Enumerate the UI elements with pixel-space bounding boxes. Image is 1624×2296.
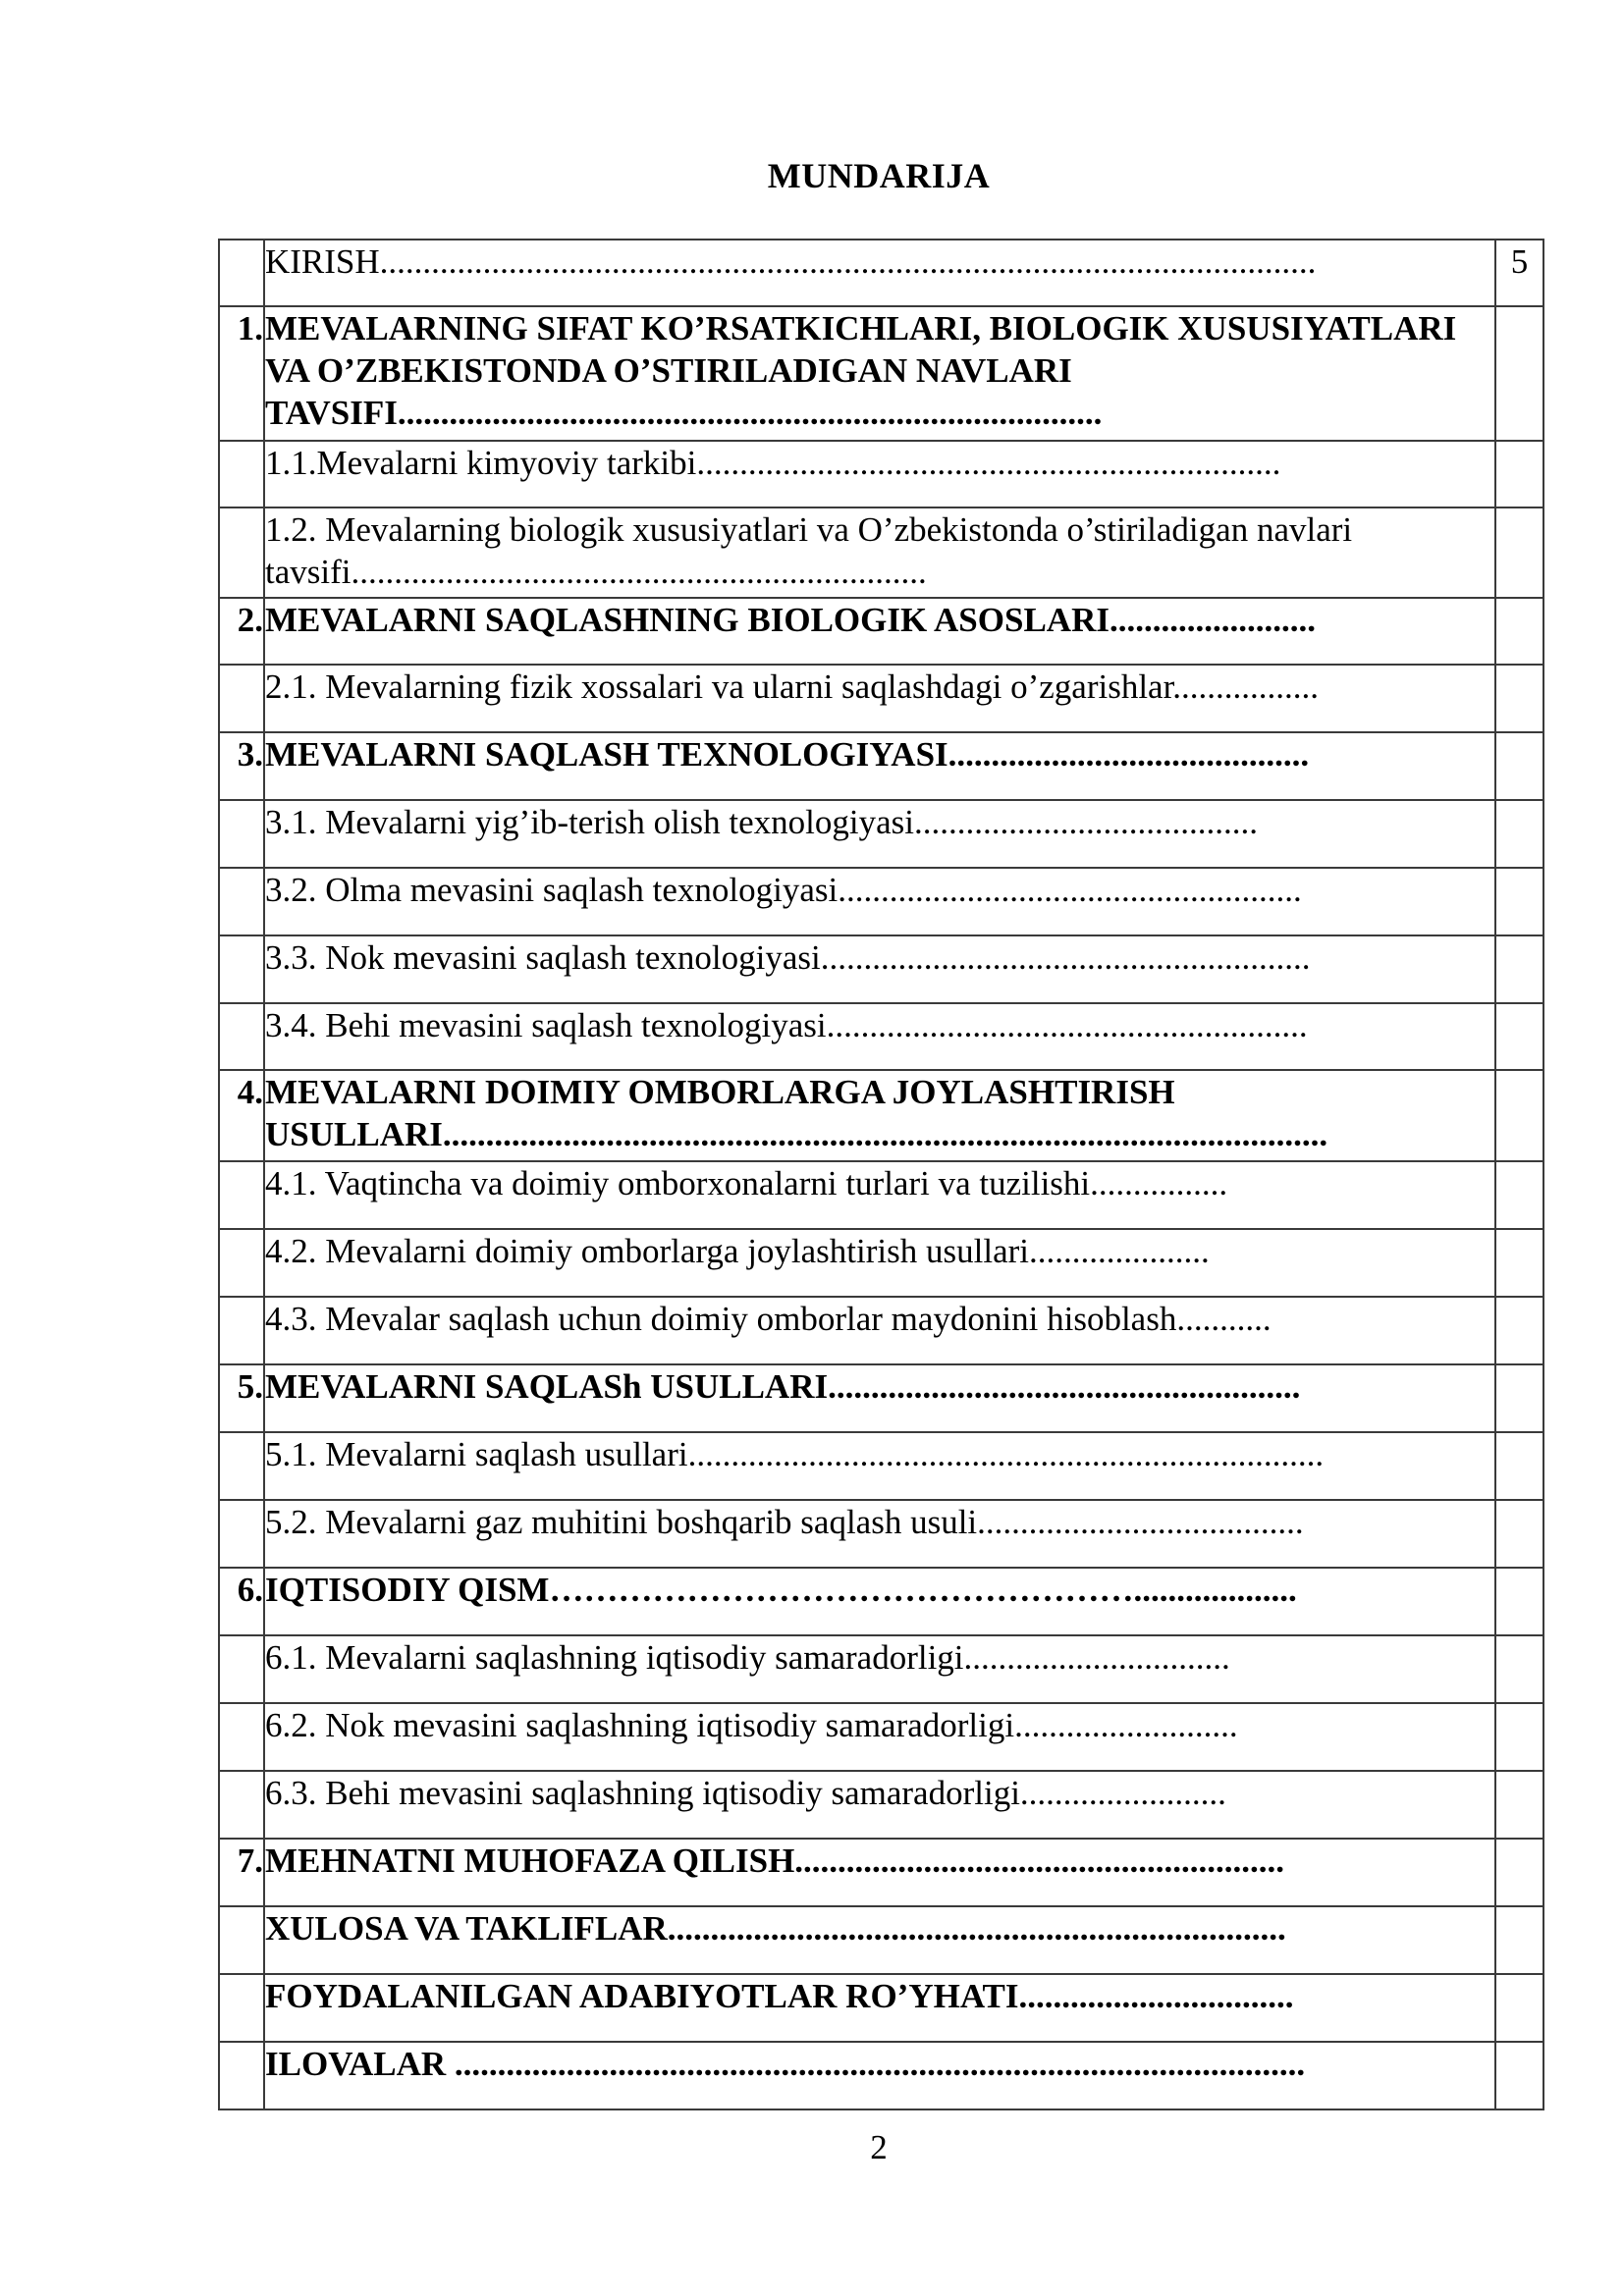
toc-entry-title: MEVALARNING SIFAT KO’RSATKICHLARI, BIOLOGIK XUSUSIYATLARI VA O’ZBEKISTONDA O’STIRILADIGAN NAVLARI TAVSIFI.................................................................................. xyxy=(264,306,1495,441)
toc-section-number xyxy=(219,1297,264,1364)
toc-section-number xyxy=(219,1703,264,1771)
toc-body xyxy=(219,240,1543,2109)
toc-page-number xyxy=(1495,732,1543,800)
toc-page-number xyxy=(1495,1839,1543,1906)
toc-page-number xyxy=(1495,1432,1543,1500)
toc-row xyxy=(219,1229,1543,1297)
toc-page-number xyxy=(1495,1974,1543,2042)
toc-page-number xyxy=(1495,1771,1543,1839)
toc-page-number xyxy=(1495,1703,1543,1771)
toc-entry-title: FOYDALANILGAN ADABIYOTLAR RO’YHATI................................ xyxy=(264,1974,1495,2042)
toc-entry-title: 6.1. Mevalarni saqlashning iqtisodiy samaradorligi............................... xyxy=(264,1635,1495,1703)
toc-page-number xyxy=(1495,507,1543,598)
toc-row xyxy=(219,441,1543,507)
page-number: 2 xyxy=(870,2128,888,2166)
toc-section-number xyxy=(219,507,264,598)
toc-section-number xyxy=(219,800,264,868)
toc-entry-title: 6.2. Nok mevasini saqlashning iqtisodiy samaradorligi.......................... xyxy=(264,1703,1495,1771)
toc-section-number: 6. xyxy=(219,1568,264,1635)
toc-entry-title: 3.4. Behi mevasini saqlash texnologiyasi........................................................ xyxy=(264,1003,1495,1070)
toc-row xyxy=(219,1161,1543,1229)
toc-entry-title: MEVALARNI SAQLASHNING BIOLOGIK ASOSLARI........................ xyxy=(264,598,1495,665)
toc-section-number xyxy=(219,1432,264,1500)
toc-row xyxy=(219,306,1543,441)
toc-row xyxy=(219,1635,1543,1703)
toc-section-number xyxy=(219,1003,264,1070)
toc-section-number: 7. xyxy=(219,1839,264,1906)
toc-section-number xyxy=(219,2042,264,2109)
toc-row xyxy=(219,1364,1543,1432)
toc-section-number xyxy=(219,1974,264,2042)
toc-entry-title: 3.2. Olma mevasini saqlash texnologiyasi...................................................... xyxy=(264,868,1495,935)
toc-row xyxy=(219,732,1543,800)
toc-section-number: 4. xyxy=(219,1070,264,1161)
toc-page-number xyxy=(1495,1500,1543,1568)
toc-row xyxy=(219,868,1543,935)
toc-page-number xyxy=(1495,1229,1543,1297)
toc-row xyxy=(219,935,1543,1003)
toc-entry-title: 2.1. Mevalarning fizik xossalari va ularni saqlashdagi o’zgarishlar................. xyxy=(264,665,1495,732)
toc-page-number xyxy=(1495,665,1543,732)
toc-section-number: 2. xyxy=(219,598,264,665)
table-of-contents xyxy=(218,239,1544,2110)
toc-page-number xyxy=(1495,441,1543,507)
toc-section-number xyxy=(219,441,264,507)
toc-section-number xyxy=(219,935,264,1003)
toc-row xyxy=(219,1703,1543,1771)
toc-page-number xyxy=(1495,935,1543,1003)
toc-entry-title: MEHNATNI MUHOFAZA QILISH......................................................... xyxy=(264,1839,1495,1906)
toc-page-number xyxy=(1495,800,1543,868)
toc-row xyxy=(219,1839,1543,1906)
toc-row xyxy=(219,800,1543,868)
toc-page-number xyxy=(1495,868,1543,935)
toc-row xyxy=(219,1906,1543,1974)
toc-entry-title: 4.2. Mevalarni doimiy omborlarga joylashtirish usullari..................... xyxy=(264,1229,1495,1297)
toc-entry-title: ILOVALAR ................................................................................................... xyxy=(264,2042,1495,2109)
toc-entry-title: KIRISH............................................................................................................. xyxy=(264,240,1495,306)
toc-entry-title: 3.1. Mevalarni yig’ib-terish olish texnologiyasi........................................ xyxy=(264,800,1495,868)
toc-section-number xyxy=(219,1161,264,1229)
toc-row xyxy=(219,1432,1543,1500)
toc-entry-title: 1.2. Mevalarning biologik xususiyatlari va O’zbekistonda o’stiriladigan navlari tavsifi................................................................... xyxy=(264,507,1495,598)
toc-entry-title: IQTISODIY QISM……………………………………………................... xyxy=(264,1568,1495,1635)
toc-entry-title: 5.2. Mevalarni gaz muhitini boshqarib saqlash usuli...................................... xyxy=(264,1500,1495,1568)
toc-row xyxy=(219,2042,1543,2109)
toc-entry-title: 4.1. Vaqtincha va doimiy omborxonalarni turlari va tuzilishi................ xyxy=(264,1161,1495,1229)
toc-entry-title: 5.1. Mevalarni saqlash usullari.......................................................................... xyxy=(264,1432,1495,1500)
toc-section-number xyxy=(219,240,264,306)
document-title: MUNDARIJA xyxy=(767,156,991,195)
toc-section-number: 1. xyxy=(219,306,264,441)
toc-page-number xyxy=(1495,1297,1543,1364)
toc-row xyxy=(219,507,1543,598)
toc-section-number xyxy=(219,1771,264,1839)
toc-section-number: 5. xyxy=(219,1364,264,1432)
toc-section-number: 3. xyxy=(219,732,264,800)
toc-row xyxy=(219,1070,1543,1161)
toc-entry-title: XULOSA VA TAKLIFLAR........................................................................ xyxy=(264,1906,1495,1974)
toc-row xyxy=(219,1003,1543,1070)
toc-row xyxy=(219,1500,1543,1568)
toc-entry-title: MEVALARNI DOIMIY OMBORLARGA JOYLASHTIRISH USULLARI....................................................................................................... xyxy=(264,1070,1495,1161)
toc-page-number: 5 xyxy=(1495,240,1543,306)
toc-page-number xyxy=(1495,1364,1543,1432)
toc-entry-title: 6.3. Behi mevasini saqlashning iqtisodiy samaradorligi........................ xyxy=(264,1771,1495,1839)
toc-row xyxy=(219,665,1543,732)
toc-page-number xyxy=(1495,1568,1543,1635)
toc-section-number xyxy=(219,1229,264,1297)
toc-page-number xyxy=(1495,1635,1543,1703)
toc-page-number xyxy=(1495,1161,1543,1229)
toc-row xyxy=(219,1568,1543,1635)
toc-section-number xyxy=(219,665,264,732)
toc-page-number xyxy=(1495,2042,1543,2109)
toc-entry-title: MEVALARNI SAQLASH TEXNOLOGIYASI.......................................... xyxy=(264,732,1495,800)
toc-section-number xyxy=(219,1635,264,1703)
toc-page-number xyxy=(1495,1003,1543,1070)
toc-entry-title: 4.3. Mevalar saqlash uchun doimiy omborlar maydonini hisoblash........... xyxy=(264,1297,1495,1364)
toc-entry-title: 3.3. Nok mevasini saqlash texnologiyasi......................................................... xyxy=(264,935,1495,1003)
toc-section-number xyxy=(219,1500,264,1568)
toc-page-number xyxy=(1495,1070,1543,1161)
toc-row xyxy=(219,1771,1543,1839)
toc-section-number xyxy=(219,1906,264,1974)
toc-page-number xyxy=(1495,306,1543,441)
toc-row xyxy=(219,1297,1543,1364)
toc-entry-title: MEVALARNI SAQLASh USULLARI....................................................... xyxy=(264,1364,1495,1432)
toc-row xyxy=(219,240,1543,306)
toc-page-number xyxy=(1495,1906,1543,1974)
toc-row xyxy=(219,1974,1543,2042)
toc-entry-title: 1.1.Mevalarni kimyoviy tarkibi.................................................................... xyxy=(264,441,1495,507)
toc-section-number xyxy=(219,868,264,935)
toc-page-number xyxy=(1495,598,1543,665)
toc-row xyxy=(219,598,1543,665)
